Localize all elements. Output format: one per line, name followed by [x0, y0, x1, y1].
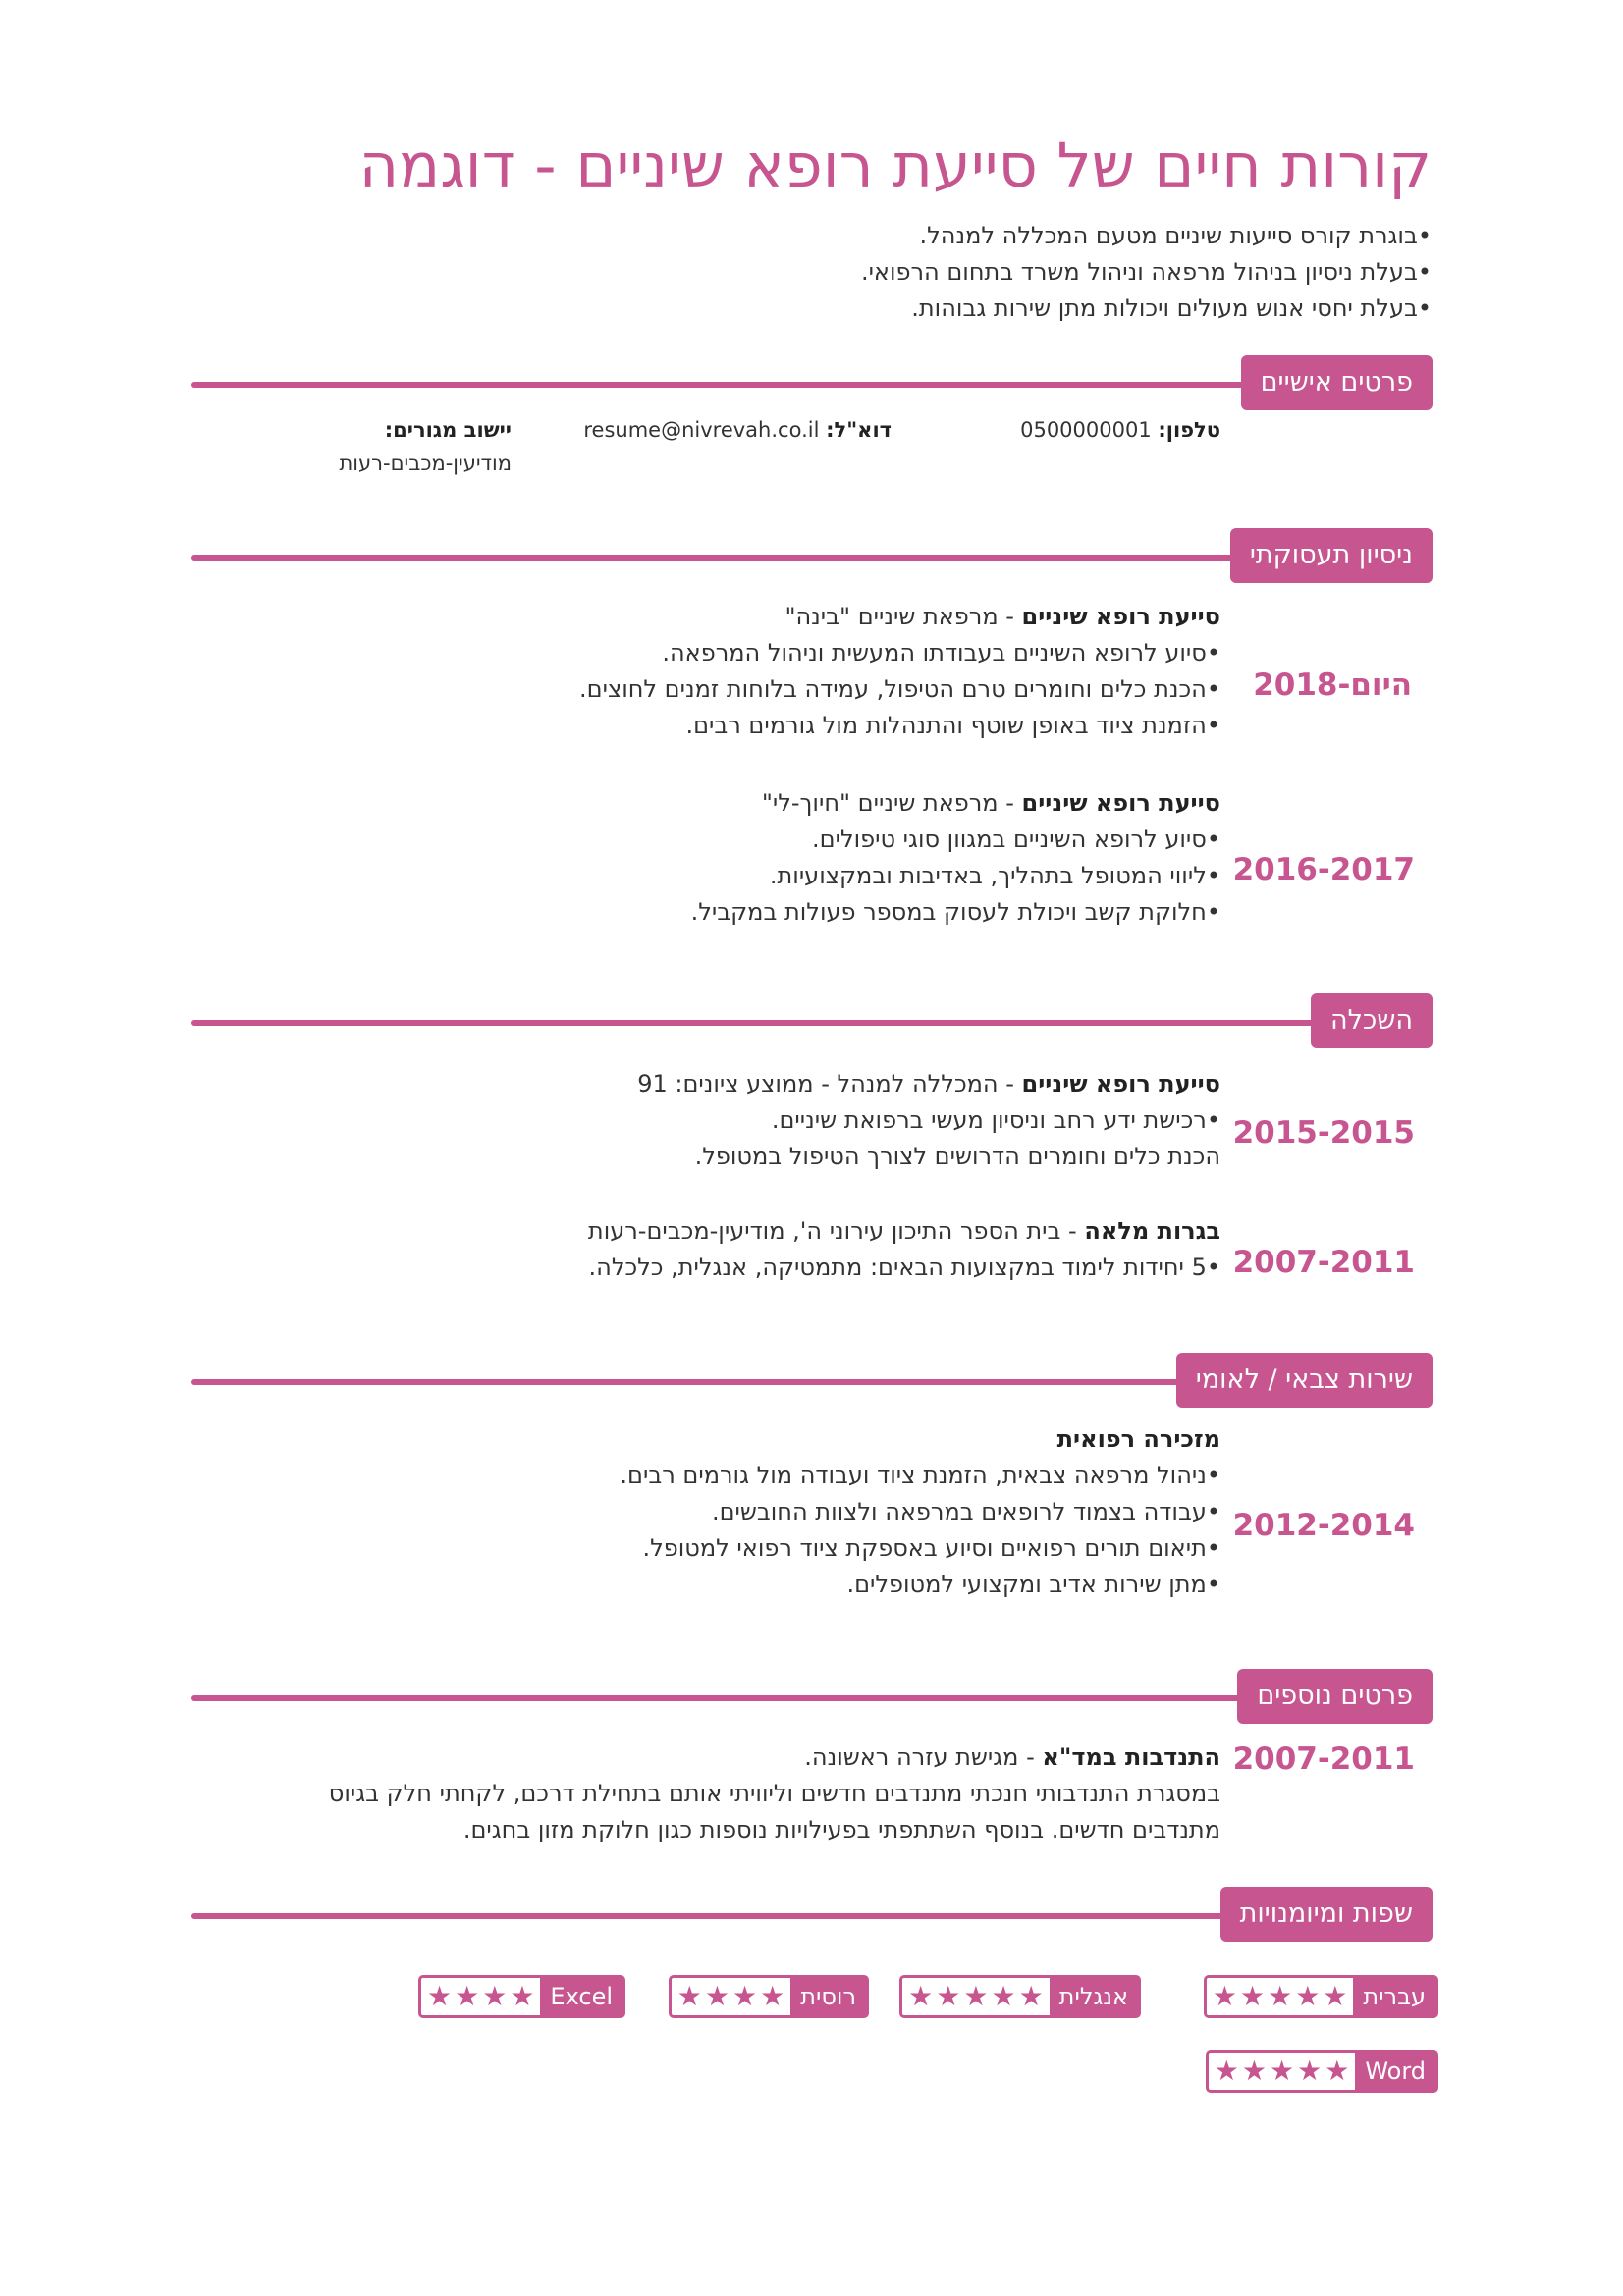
- education-entry: [258, 1066, 1220, 1175]
- section-title-experience: ניסיון תעסוקתי: [1230, 528, 1433, 583]
- star-icon: ★: [455, 1980, 480, 2012]
- skill-badge: [1204, 1975, 1438, 2018]
- star-icon: ★: [426, 1980, 453, 2012]
- entry-heading: [258, 599, 1220, 635]
- section-title-military: שירות צבאי / לאומי: [1176, 1353, 1433, 1408]
- entry-line: •רכישת ידע רחב וניסיון מעשי ברפואת שיניים.: [771, 1106, 1220, 1134]
- entry-line: •תיאום תורים רפואיים וסיוע באספקת ציוד רפואי למטופל.: [642, 1534, 1220, 1562]
- entry-line: •הכנת כלים וחומרים טרם הטיפול, עמידה בלוחות זמנים לחוצים.: [579, 675, 1220, 703]
- section-divider: [191, 1379, 1334, 1385]
- skill-badge: [418, 1975, 625, 2018]
- section-divider: [191, 1695, 1334, 1701]
- star-icon: ★: [482, 1980, 508, 2012]
- star-icon: ★: [1297, 2055, 1323, 2087]
- section-divider: [191, 382, 1334, 388]
- star-icon: ★: [991, 1980, 1016, 2012]
- summary-line: •בוגרת קורס סייעות שיניים מטעם המכללה למנהל.: [919, 222, 1432, 249]
- entry-place: - מרפאת שיניים "בינה": [784, 603, 1022, 630]
- date-range: 2016-2017: [1232, 852, 1415, 887]
- section-header-skills: [191, 1887, 1433, 1942]
- skill-name: Excel: [540, 1978, 622, 2015]
- section-header-military: [191, 1353, 1433, 1408]
- date-range: 2015-2015: [1232, 1115, 1415, 1150]
- entry-role: בגרות מלאה: [1084, 1217, 1220, 1245]
- star-icon: ★: [760, 1980, 785, 2012]
- section-divider: [191, 1913, 1334, 1919]
- entry-line: •ליווי המטופל בתהליך, באדיבות ובמקצועיות.: [769, 862, 1220, 889]
- star-icon: ★: [1241, 2055, 1267, 2087]
- skill-rating: [1209, 2053, 1356, 2090]
- city-value: מודיעין-מכבים-רעות: [339, 452, 512, 475]
- summary: [548, 218, 1432, 327]
- entry-line: •עבודה בצמוד לרופאים במרפאה ולצוות החובשים.: [711, 1498, 1220, 1525]
- date-range: 2018-היום: [1253, 667, 1412, 703]
- star-icon: ★: [1018, 1980, 1044, 2012]
- education-entry: [258, 1213, 1220, 1286]
- star-icon: ★: [908, 1980, 934, 2012]
- experience-entry: [258, 599, 1220, 744]
- star-icon: ★: [1212, 1980, 1237, 2012]
- section-title-skills: שפות ומיומנויות: [1220, 1887, 1433, 1942]
- entry-role: סייעת רופא שיניים: [1021, 1070, 1220, 1097]
- entry-heading: [258, 1066, 1220, 1102]
- star-icon: ★: [963, 1980, 989, 2012]
- summary-line: •בעלת יחסי אנוש מעולים ויכולות מתן שירות גבוהות.: [911, 294, 1432, 322]
- skill-name: אנגלית: [1050, 1978, 1138, 2015]
- star-icon: ★: [731, 1980, 758, 2012]
- date-range: 2012-2014: [1232, 1508, 1415, 1543]
- skill-badge: [669, 1975, 869, 2018]
- star-icon: ★: [704, 1980, 730, 2012]
- skill-name: עברית: [1353, 1978, 1435, 2015]
- skill-rating: [421, 1978, 540, 2015]
- entry-heading: [258, 1213, 1220, 1250]
- section-divider: [191, 1020, 1334, 1026]
- entry-role: סייעת רופא שיניים: [1021, 603, 1220, 630]
- skill-rating: [672, 1978, 790, 2015]
- entry-line: •סיוע לרופא השיניים במגוון סוגי טיפולים.: [812, 826, 1220, 853]
- entry-line: •5 יחידות לימוד במקצועות הבאים: מתמטיקה, אנגלית, כלכלה.: [588, 1254, 1220, 1281]
- entry-place: - המכללה למנהל - ממוצע ציונים: 91: [637, 1070, 1022, 1097]
- entry-place: - מרפאת שיניים "חיוך-לי": [761, 789, 1022, 817]
- skill-badge: [899, 1975, 1141, 2018]
- section-header-personal: [191, 355, 1433, 410]
- date-range: 2007-2011: [1232, 1245, 1415, 1280]
- entry-place: - בית הספר התיכון עירוני ה', מודיעין-מכבים-רעות: [587, 1217, 1085, 1245]
- star-icon: ★: [510, 1980, 535, 2012]
- entry-line: הכנת כלים וחומרים הדרושים לצורך הטיפול במטופל.: [694, 1143, 1220, 1170]
- star-icon: ★: [1214, 2055, 1239, 2087]
- entry-role: מזכירה רפואית: [1056, 1425, 1220, 1453]
- phone-label: טלפון:: [1158, 418, 1220, 442]
- skill-name: רוסית: [790, 1978, 866, 2015]
- phone-value: 0500000001: [1020, 418, 1152, 442]
- skill-rating: [1207, 1978, 1354, 2015]
- star-icon: ★: [1239, 1980, 1266, 2012]
- section-divider: [191, 555, 1334, 561]
- star-icon: ★: [936, 1980, 961, 2012]
- entry-role: סייעת רופא שיניים: [1021, 789, 1220, 817]
- entry-line: •חלוקת קשב ויכולת לעסוק במספר פעולות במקביל.: [690, 898, 1220, 926]
- entry-line: •ניהול מרפאה צבאית, הזמנת ציוד ועבודה מול גורמים רבים.: [620, 1462, 1220, 1489]
- entry-line: במסגרת התנדבותי חנכתי מתנדבים חדשים וליוויתי אותם בתחילת דרכם, לקחתי חלק בגיוס: [328, 1780, 1220, 1807]
- entry-role: התנדבות במד"א: [1042, 1743, 1220, 1771]
- entry-heading: [258, 1739, 1220, 1776]
- section-header-additional: [191, 1669, 1433, 1724]
- section-header-education: [191, 993, 1433, 1048]
- entry-place: - מגישת עזרה ראשונה.: [804, 1743, 1043, 1771]
- experience-entry: [258, 785, 1220, 931]
- section-title-personal: פרטים אישיים: [1241, 355, 1433, 410]
- contact-email: [583, 418, 892, 442]
- section-header-experience: [191, 528, 1433, 583]
- page-title: קורות חיים של סייעת רופא שיניים - דוגמה: [358, 130, 1432, 201]
- contact-phone: [1020, 418, 1220, 442]
- skill-rating: [902, 1978, 1050, 2015]
- city-label: יישוב מגורים:: [384, 418, 512, 442]
- email-value: resume@nivrevah.co.il: [583, 418, 820, 442]
- skill-name: Word: [1355, 2053, 1435, 2090]
- contact-city: [339, 418, 512, 475]
- entry-heading: [258, 785, 1220, 822]
- entry-line: מתנדבים חדשים. בנוסף השתתפתי בפעילויות נוספות כגון חלוקת מזון בחגים.: [462, 1816, 1220, 1843]
- section-title-additional: פרטים נוספים: [1237, 1669, 1433, 1724]
- entry-line: •הזמנת ציוד באופן שוטף והתנהלות מול גורמים רבים.: [685, 712, 1220, 739]
- skill-badge: [1206, 2050, 1438, 2093]
- star-icon: ★: [676, 1980, 702, 2012]
- star-icon: ★: [1323, 1980, 1348, 2012]
- additional-entry: [258, 1739, 1220, 1848]
- entry-line: •סיוע לרופא השיניים בעבודתו המעשית וניהול המרפאה.: [662, 639, 1220, 667]
- email-label: דוא"ל:: [826, 418, 892, 442]
- summary-line: •בעלת ניסיון בניהול מרפאה וניהול משרד בתחום הרפואי.: [860, 258, 1432, 286]
- date-range: 2007-2011: [1232, 1741, 1415, 1777]
- star-icon: ★: [1268, 1980, 1293, 2012]
- star-icon: ★: [1325, 2055, 1350, 2087]
- star-icon: ★: [1269, 2055, 1295, 2087]
- entry-heading: [258, 1421, 1220, 1458]
- star-icon: ★: [1295, 1980, 1321, 2012]
- entry-line: •מתן שירות אדיב ומקצועי למטופלים.: [846, 1571, 1220, 1598]
- military-entry: [258, 1421, 1220, 1603]
- section-title-education: השכלה: [1311, 993, 1433, 1048]
